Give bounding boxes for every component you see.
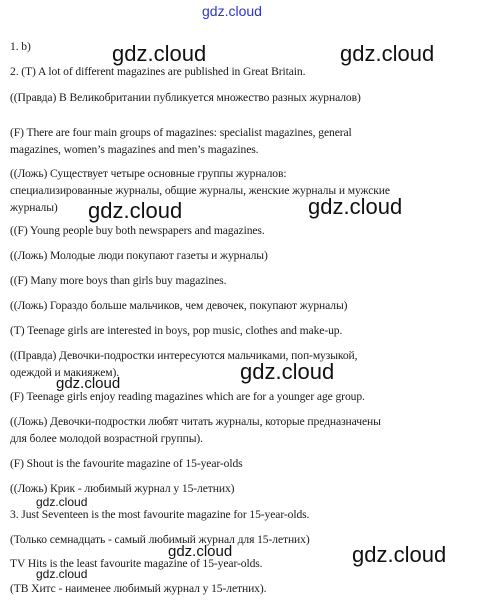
text-line: 1. b) (10, 40, 31, 53)
watermark: gdz.cloud (88, 198, 183, 223)
watermark: gdz.cloud (36, 495, 88, 509)
text-line: (Только семнадцать - самый любимый журнал для 15-летних) (10, 533, 310, 546)
text-line: ((Правда) В Великобритании публикуется множество разных журналов) (10, 91, 361, 104)
text-line: (T) Teenage girls are interested in boys, pop music, clothes and make-up. (10, 324, 343, 337)
watermark: gdz.cloud (352, 542, 447, 567)
watermark: gdz.cloud (308, 194, 403, 219)
text-line: (F) Shout is the favourite magazine of 15-year-olds (10, 457, 243, 470)
watermark: gdz.cloud (340, 41, 435, 66)
text-line: ((Ложь) Девочки-подростки любят читать журналы, которые предназначены (10, 415, 381, 428)
watermark: gdz.cloud (36, 567, 88, 581)
text-line: ((F) Many more boys than girls buy magazines. (10, 274, 227, 287)
text-line: (ТВ Хитс - наименее любимый журнал у 15-летних). (10, 582, 267, 595)
text-line: TV Hits is the least favourite magazine of 15-year-olds. (10, 557, 263, 570)
text-line: для более молодой возрастной группы). (10, 432, 203, 445)
text-line: ((Правда) Девочки-подростки интересуются мальчиками, поп-музыкой, (10, 349, 358, 362)
text-line: (F) There are four main groups of magazines: specialist magazines, general (10, 126, 352, 139)
text-line: ((Ложь) Молодые люди покупают газеты и журналы) (10, 249, 268, 262)
text-line: одеждой и макияжем). (10, 366, 120, 379)
text-line: ((Ложь) Гораздо больше мальчиков, чем девочек, покупают журналы) (10, 299, 348, 312)
text-line: специализированные журналы, общие журналы, женские журналы и мужские (10, 184, 390, 197)
text-line: 3. Just Seventeen is the most favourite magazine for 15-year-olds. (10, 508, 310, 521)
text-line: 2. (T) A lot of different magazines are published in Great Britain. (10, 65, 306, 78)
watermark: gdz.cloud (168, 543, 233, 560)
text-line: magazines, women’s magazines and men’s magazines. (10, 143, 259, 156)
watermark: gdz.cloud (240, 359, 335, 384)
watermark-top: gdz.cloud (202, 3, 262, 19)
text-line: (F) Teenage girls enjoy reading magazines which are for a younger age group. (10, 390, 365, 403)
text-line: ((Ложь) Существует четыре основные группы журналов: (10, 167, 287, 180)
text-line: журналы) (10, 201, 58, 214)
watermark: gdz.cloud (112, 41, 207, 66)
watermark: gdz.cloud (56, 375, 121, 392)
text-line: ((Ложь) Крик - любимый журнал у 15-летних) (10, 482, 235, 495)
text-line: ((F) Young people buy both newspapers and magazines. (10, 224, 265, 237)
